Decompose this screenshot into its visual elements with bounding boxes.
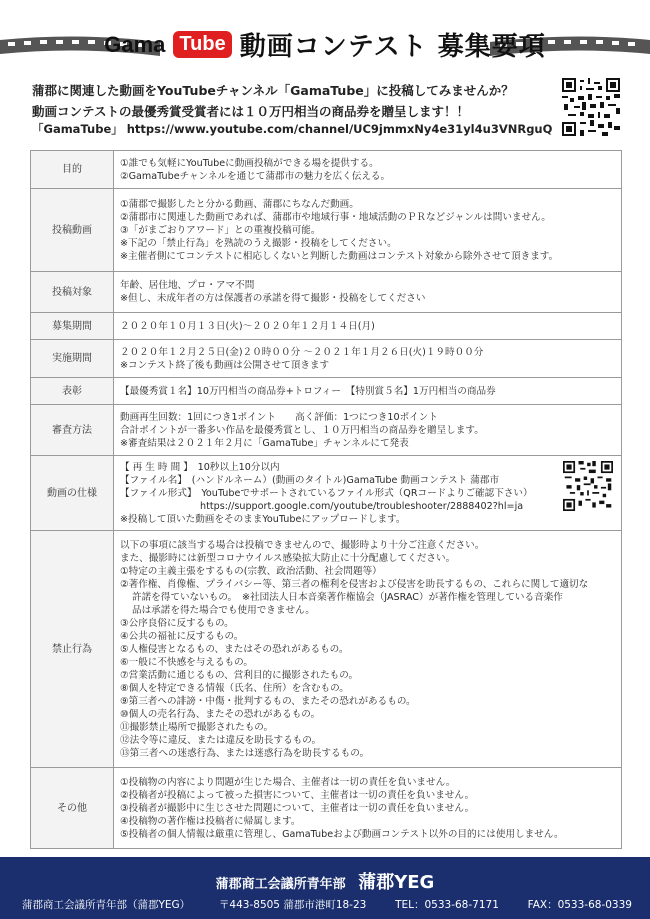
footer-address: 〒443-8505 蒲郡市港町18-23 — [218, 899, 367, 911]
footer — [0, 857, 650, 919]
prohibited-line-1: 以下の事項に該当する場合は投稿できませんので、撮影時より十分ご注意ください。 — [120, 539, 485, 551]
table-row-spec — [31, 456, 622, 531]
implementation-line-2: ※コンテスト終了後も動画は公開させて頂きます — [120, 359, 330, 371]
table-row-purpose — [31, 151, 622, 189]
video-line-2: ②蒲郡市に関連した動画であれば、蒲郡市や地域行事・地域活動のＰＲなどジャンルは問いません。 — [120, 211, 551, 223]
prohibited-line-7: ③公序良俗に反するもの。 — [120, 617, 234, 629]
footer-tel: TEL：0533-68-7171 — [395, 899, 499, 911]
row-label-target: 投稿対象 — [31, 272, 114, 313]
qr-code-icon — [562, 78, 620, 136]
table-row-video — [31, 189, 622, 272]
implementation-line-1: ２０２０年１２月２５日(金)２０時００分 ～２０２１年１月２６日(火)１９時００分 — [120, 346, 484, 358]
prohibited-line-11: ⑦営業活動に通じるもの、営利目的に撮影されたもの。 — [120, 669, 359, 681]
intro-text — [32, 80, 552, 122]
other-line-5: ⑤投稿者の個人情報は厳重に管理し、GamaTubeおよび動画コンテスト以外の目的には使用しません。 — [120, 828, 564, 840]
prohibited-line-2: また、撮影時には新型コロナウイルス感染拡大防止に十分配慮してください。 — [120, 552, 456, 564]
row-label-award: 表彰 — [31, 378, 114, 405]
judging-line-3: ※審査結果は２０２１年２月に「GamaTube」チャンネルにて発表 — [120, 437, 409, 449]
footer-org-name: 蒲郡商工会議所青年部 — [215, 877, 346, 892]
prohibited-line-6: 品は承諾を得た場合でも使用できません。 — [132, 604, 315, 616]
row-content-period — [114, 313, 622, 340]
purpose-line-2: ②GamaTubeチャンネルを通じて蒲郡市の魅力を広く伝える。 — [120, 170, 391, 182]
spec-line-2: 【ファイル名】 (ハンドルネーム）(動画のタイトル)GamaTube 動画コンテスト 蒲郡市 — [120, 474, 500, 486]
qr-code-spec-icon — [563, 461, 613, 511]
row-label-spec: 動画の仕様 — [31, 456, 114, 531]
purpose-line-1: ①誰でも気軽にYouTubeに動画投稿ができる場を提供する。 — [120, 157, 379, 169]
rules-table — [30, 150, 622, 849]
prohibited-line-5: 許諾を得ていないもの。 ※社団法人日本音楽著作権協会（JASRAC）が著作権を管理している音楽作 — [132, 591, 563, 603]
spec-line-3: 【ファイル形式】 YouTubeでサポートされているファイル形式（QRコードよりご確認下さい） — [120, 487, 533, 499]
table-row-judging — [31, 405, 622, 456]
intro-line-1: 蒲郡に関連した動画をYouTubeチャンネル「GamaTube」に投稿してみませんか？ — [32, 83, 514, 98]
spec-line-5: ※投稿して頂いた動画をそのままYouTubeにアップロードします。 — [120, 513, 406, 525]
row-label-prohibited: 禁止行為 — [31, 531, 114, 768]
judging-line-2: 合計ポイントが一番多い作品を最優秀賞とし、１０万円相当の商品券を贈呈します。 — [120, 424, 484, 436]
table-row-implementation — [31, 340, 622, 378]
footer-contact-info — [22, 897, 632, 912]
other-line-1: ①投稿物の内容により問題が生じた場合、主催者は一切の責任を負いません。 — [120, 776, 456, 788]
row-label-video: 投稿動画 — [31, 189, 114, 272]
video-line-4: ※下記の「禁止行為」を熟読のうえ撮影・投稿をしてください。 — [120, 237, 397, 249]
video-line-1: ①蒲郡で撮影したと分かる動画、蒲郡にちなんだ動画。 — [120, 198, 359, 210]
target-line-2: ※但し、未成年者の方は保護者の承諾を得て撮影・投稿をしてください — [120, 293, 426, 304]
prohibited-line-4: ②著作権、肖像権、プライバシー等、第三者の権利を侵害および侵害を助長するもの、これらに関して適切な — [120, 578, 589, 590]
row-content-purpose — [114, 151, 622, 189]
footer-name: 蒲郡商工会議所青年部（蒲郡YEG） — [22, 899, 191, 911]
table-row-other — [31, 768, 622, 849]
row-label-period: 募集期間 — [31, 313, 114, 340]
logo-gama-text: Gama — [104, 31, 166, 57]
prohibited-line-3: ①特定の主義主張をするもの(宗教、政治活動、社会問題等） — [120, 565, 382, 577]
prohibited-line-8: ④公共の福祉に反するもの。 — [120, 630, 244, 642]
other-line-2: ②投稿者が投稿によって被った損害について、主催者は一切の責任を負いません。 — [120, 789, 475, 801]
target-line-1: 年齢、居住地、プロ・アマ不問 — [120, 280, 255, 291]
footer-brand: 蒲郡YEG — [358, 872, 435, 893]
other-line-4: ④投稿物の著作権は投稿者に帰属します。 — [120, 815, 301, 827]
row-label-implementation: 実施期間 — [31, 340, 114, 378]
table-row-prohibited — [31, 531, 622, 768]
spec-line-1: 【 再 生 時 間 】 10秒以上10分以内 — [120, 461, 280, 473]
row-content-video — [114, 189, 622, 272]
video-line-5: ※主催者側にてコンテストに相応しくないと判断した動画はコンテスト対象から除外させて頂きます。 — [120, 250, 559, 262]
row-content-other — [114, 768, 622, 849]
row-content-award — [114, 378, 622, 405]
prohibited-line-15: ⑪撮影禁止場所で撮影されたもの。 — [120, 721, 274, 733]
table-row-target — [31, 272, 622, 313]
judging-line-1: 動画再生回数：1回につき1ポイント 高く評価：1つにつき10ポイント — [120, 411, 438, 423]
prohibited-line-13: ⑨第三者への誹謗・中傷・批判するもの、またその恐れがあるもの。 — [120, 695, 416, 707]
prohibited-line-10: ⑥一般に不快感を与えるもの。 — [120, 656, 253, 668]
table-row-period — [31, 313, 622, 340]
award-line-1: 【最優秀賞１名】10万円相当の商品券+トロフィー 【特別賞５名】1万円相当の商品券 — [120, 385, 496, 397]
row-content-target — [114, 272, 622, 313]
prohibited-line-16: ⑫法令等に違反、または違反を助長するもの。 — [120, 734, 322, 746]
row-content-spec — [114, 456, 622, 531]
prohibited-line-17: ⑬第三者への迷惑行為、または迷惑行為を助長するもの。 — [120, 747, 370, 759]
footer-fax: FAX：0533-68-0339 — [527, 899, 632, 911]
prohibited-line-9: ⑤人権侵害となるもの、またはその恐れがあるもの。 — [120, 643, 349, 655]
row-label-other: その他 — [31, 768, 114, 849]
table-row-award — [31, 378, 622, 405]
row-label-judging: 審査方法 — [31, 405, 114, 456]
row-content-prohibited — [114, 531, 622, 768]
video-line-3: ③「がまごおりアワード」との重複投稿可能。 — [120, 224, 321, 236]
intro-line-2: 動画コンテストの最優秀賞受賞者には１０万円相当の商品券を贈呈します！！ — [32, 104, 470, 119]
prohibited-line-14: ⑩個人の売名行為、またその恐れがあるもの。 — [120, 708, 321, 720]
page-title: 動画コンテスト 募集要項 — [239, 32, 546, 62]
prohibited-line-12: ⑧個人を特定できる情報（氏名、住所）を含むもの。 — [120, 682, 349, 694]
spec-support-url-link[interactable]: https://support.google.com/youtube/troubleshooter/2888402?hl=ja — [200, 500, 524, 512]
period-line-1: ２０２０年１０月１３日(火)～２０２０年１２月１４日(月) — [120, 320, 375, 332]
page-header — [0, 26, 650, 66]
logo-tube-text: Tube — [173, 31, 231, 58]
footer-logo — [0, 868, 650, 894]
other-line-3: ③投稿者が撮影中に生じさせた問題について、主催者は一切の責任を負いません。 — [120, 802, 475, 814]
row-content-judging — [114, 405, 622, 456]
row-content-implementation — [114, 340, 622, 378]
channel-url-link[interactable]: 「GamaTube」 https://www.youtube.com/channel/UC9jmmxNy4e31yl4u3VNRguQ — [32, 122, 553, 136]
row-label-purpose: 目的 — [31, 151, 114, 189]
